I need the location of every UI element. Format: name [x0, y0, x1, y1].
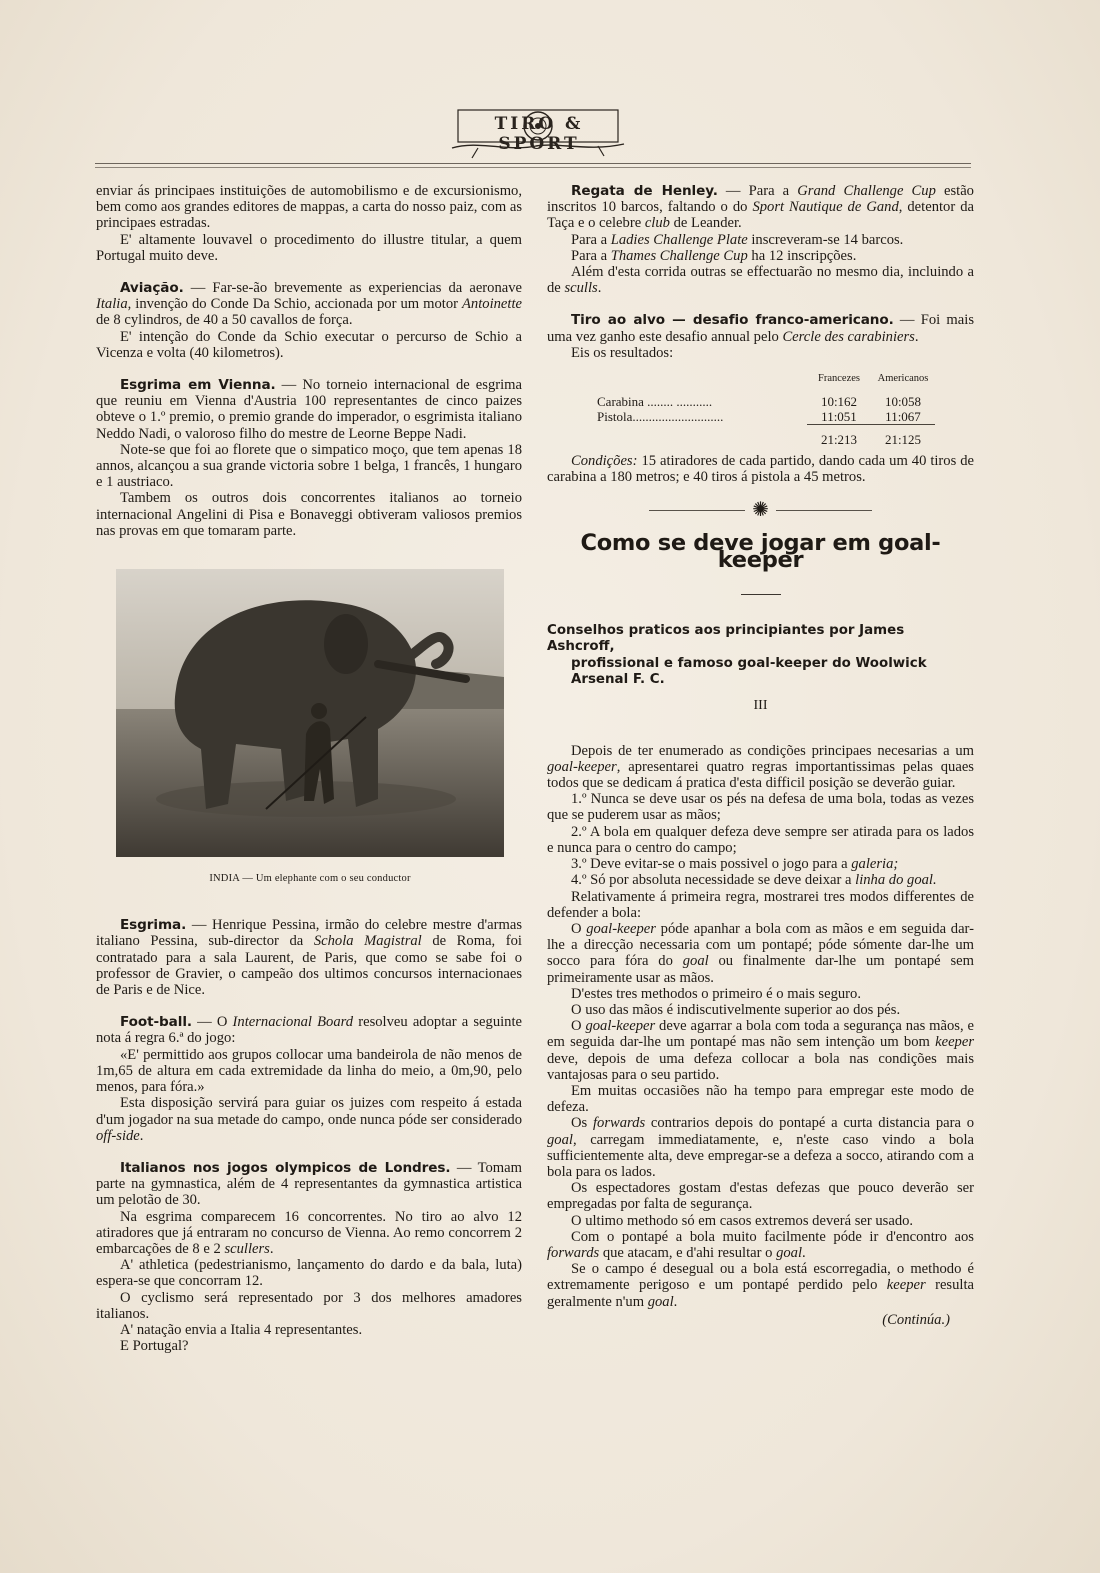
text-run: resolveu adoptar a seguinte nota á regra 6.ª do jogo:	[96, 1014, 523, 1047]
subtitle-line-2: profissional e famoso goal-keeper do Woolwick Arsenal F. C.	[571, 655, 927, 688]
results-label	[597, 394, 807, 409]
article-paragraph: Em muitas occasiões não ha tempo para empregar este modo de defeza.	[547, 1082, 974, 1116]
text-run: O	[571, 920, 587, 937]
article-paragraph: D'estes tres methodos o primeiro é o mais seguro.	[571, 985, 861, 1002]
results-header-empty	[597, 371, 807, 394]
text-run: .	[673, 1293, 678, 1310]
text-run: Se o campo é desegual ou a bola está escorregadia, o methodo é extremamente perigoso e um pontapé perdido pelo	[547, 1261, 974, 1294]
text-run: , detentor da Taça e o celebre	[547, 199, 974, 232]
masthead-logo	[448, 104, 628, 162]
text-run: resulta geralmente n'um	[547, 1277, 974, 1310]
text-run: ou finalmente dar-lhe um pontapé sem primeiramente usar as mãos.	[547, 953, 974, 986]
article-part-number: III	[753, 698, 768, 714]
text-run: estão inscritos 10 barcos, faltando o do	[547, 183, 974, 216]
aviacao-paragraph-2: E' intenção do Conde da Schio executar o percurso de Schio a Vicenza e volta (40 kilometros).	[96, 328, 522, 361]
football-paragraph-2: «E' permittido aos grupos collocar uma bandeirola de não menos de 1m,65 de altura em cada extremidade da linha do meio, a 0m,90, pelo menos, para fóra.»	[96, 1046, 522, 1096]
esgrima-vienna-section	[96, 377, 522, 539]
italic-run: Schola Magistral	[313, 933, 422, 950]
text-run: , carregam immediatamente, e, n'este caso vindo a bola sufficientemente alta, deve empregar-se a defeza a socco, atirando com a bola para os lados.	[547, 1131, 974, 1180]
italianos-paragraph-2	[96, 1209, 522, 1258]
italic-run: goal-keeper	[585, 1018, 656, 1035]
header-rule-secondary	[95, 167, 971, 168]
results-grid	[597, 371, 935, 447]
italic-run: sculls	[564, 280, 598, 297]
italic-run: goal-keeper	[586, 920, 656, 937]
italic-run: Thames Challenge Cup	[610, 247, 748, 264]
aviacao-heading: Aviação.	[120, 280, 184, 297]
photo-caption: INDIA — Um elephante com o seu conductor	[209, 873, 411, 885]
italianos-section	[96, 1160, 522, 1354]
football-paragraph-3	[96, 1095, 522, 1144]
esgrima-vienna-paragraph-1	[96, 377, 522, 442]
italic-run: Cercle des carabiniers	[782, 328, 915, 345]
text-run: Para a	[571, 231, 611, 248]
results-label	[597, 409, 807, 425]
text-run: Os	[571, 1115, 593, 1132]
text-run: .	[802, 1244, 806, 1261]
text-run: 15 atiradores de cada partido, dando cada um 40 tiros de carabina a 180 metros; e 40 tiros á pistola a 45 metros.	[547, 453, 974, 486]
results-value-americanos: 11:067	[885, 409, 921, 425]
leader-dots: ........ ...........	[643, 394, 713, 410]
text-run: ha 12 inscripções.	[747, 247, 857, 264]
continua-note: (Continúa.)	[882, 1311, 950, 1328]
aviacao-paragraph-1	[96, 280, 522, 329]
text-run: , invenção do Conde Da Schio, accionada por um motor	[127, 296, 463, 313]
text-run: de 8 cylindros, de 40 a 50 cavallos de força.	[96, 312, 353, 329]
italic-run: goal-keeper	[547, 758, 617, 775]
text-run: Com o pontapé a bola muito facilmente póde ir d'encontro aos	[571, 1228, 974, 1245]
italic-run: goal	[647, 1293, 674, 1310]
article-rule-4	[547, 872, 974, 888]
subtitle-line-1: Conselhos praticos aos principiantes por James Ashcroff,	[547, 622, 905, 655]
text-run: — Henrique Pessina, irmão do celebre mestre d'armas italiano Pessina, sub-director da	[96, 917, 522, 950]
results-row-pistola	[597, 409, 935, 425]
row-label: Carabina	[597, 394, 644, 410]
results-total-francezes: 21:213	[807, 425, 871, 448]
photo-figure	[116, 569, 504, 887]
esgrima-section	[96, 917, 522, 998]
results-total-americanos: 21:125	[871, 425, 935, 448]
text-run: , apresentarei quatro regras importantissimas pelas quaes todos que se dedicam á pratica d'esta difficil posição se deverão guiar.	[547, 758, 974, 792]
divider-line-right	[776, 510, 872, 511]
henley-paragraph-4	[547, 264, 974, 296]
tiro-paragraph-1	[547, 312, 974, 344]
intro-paragraph-2: E' altamente louvavel o procedimento do illustre titular, a quem Portugal muito deve.	[96, 231, 522, 264]
masthead-title: TIRO & SPORT	[494, 114, 584, 154]
italic-run: club	[644, 215, 670, 232]
italic-run: goal	[682, 953, 709, 970]
article-title: Como se deve jogar em goal-keeper	[580, 530, 941, 573]
results-header-americanos: Americanos	[877, 373, 929, 385]
results-header-row	[597, 371, 935, 394]
text-run: póde apanhar a bola com as mãos e em seguida dar-lhe a direcção necessaria com um pontapé; póde sómente dar-lhe um socco para fóra do	[547, 920, 974, 970]
italianos-paragraph-4: O cyclismo será representado por 3 dos melhores amadores italianos.	[96, 1289, 522, 1322]
text-run: que atacam, e d'ahi resultar o	[599, 1244, 777, 1261]
esgrima-heading: Esgrima.	[120, 917, 187, 934]
text-run: .	[269, 1240, 274, 1257]
article-body	[547, 743, 974, 1328]
italianos-heading: Italianos nos jogos olympicos de Londres.	[120, 1159, 451, 1176]
italic-run: galeria;	[851, 856, 899, 873]
text-run: deve agarrar a bola com toda a segurança nas mãos, e em seguida dar-lhe um pontapé mas não sem intenção um bom	[547, 1018, 974, 1051]
text-run: de Roma, foi contratado para a sala Laurent, de Paris, que como se sabe foi o professor de Gravier, o campeão dos ultimos concursos internacionaes de Paris e de Nice.	[96, 933, 522, 999]
italic-run: Ladies Challenge Plate	[610, 231, 748, 248]
article-paragraph	[547, 1018, 974, 1083]
italic-run: Internacional Board	[232, 1014, 354, 1031]
italianos-paragraph-1	[96, 1160, 522, 1209]
text-run: Além d'esta corrida outras se effectuarão no mesmo dia, incluindo a de	[547, 264, 974, 297]
italic-run: Sport Nautique de Gand	[752, 199, 899, 216]
results-total-empty	[597, 425, 807, 448]
italic-run: forwards	[592, 1115, 646, 1132]
article-paragraph: Os espectadores gostam d'estas defezas que pouco deverão ser empregadas por falta de segurança.	[547, 1180, 974, 1213]
italic-run: off-side	[96, 1127, 140, 1144]
article-paragraph: O uso das mãos é indiscutivelmente superior ao dos pés.	[571, 1001, 901, 1018]
results-row-total	[597, 425, 935, 448]
italic-run: Grand Challenge Cup	[797, 183, 936, 199]
football-section	[96, 1014, 522, 1144]
italianos-paragraph-6: E Portugal?	[120, 1338, 189, 1355]
italic-run: Condições:	[571, 453, 638, 470]
leader-dots: ............................	[632, 409, 724, 425]
italic-run: Italia	[96, 296, 128, 313]
italic-run: keeper	[886, 1277, 926, 1294]
left-column	[96, 183, 522, 1354]
italianos-paragraph-3: A' athletica (pedestrianismo, lançamento do dardo e da bala, luta) espera-se que concorram 12.	[96, 1257, 522, 1290]
tiro-heading: Tiro ao alvo — desafio franco-americano.	[571, 312, 894, 329]
text-run: O	[571, 1018, 586, 1035]
text-run: Depois de ter enumerado as condições principaes necesarias a um	[571, 742, 974, 759]
text-run: Esta disposição servirá para guiar os juizes com respeito á estada d'um jogador na sua metade do campo, onde nunca póde ser considerado	[96, 1095, 522, 1128]
divider-line-left	[649, 510, 745, 511]
tiro-section	[547, 312, 974, 485]
results-value-americanos: 10:058	[884, 394, 922, 410]
italic-run: linha do goal.	[855, 872, 937, 889]
text-run: 4.º Só por absoluta necessidade se deve deixar a	[571, 872, 856, 889]
text-run: Para a	[571, 247, 611, 264]
henley-paragraph-3	[547, 248, 974, 264]
article-paragraph	[547, 1229, 974, 1261]
text-run: inscreveram-se 14 barcos.	[747, 231, 904, 248]
italianos-paragraph-5: A' natação envia a Italia 4 representantes.	[120, 1321, 363, 1338]
text-run: Na esgrima comparecem 16 concorrentes. No tiro ao alvo 12 atiradores que já entraram no concurso de Vienna. Ao remo concorrem 2 embarcações de 8 e 2	[96, 1208, 522, 1257]
italic-run: keeper	[935, 1034, 974, 1051]
text-run: .	[597, 280, 602, 297]
intro-paragraph-1: enviar ás principaes instituições de automobilismo e de excursionismo, bem como aos grandes editores de mappas, a carta do nosso paiz, com as principaes estradas.	[96, 183, 522, 232]
text-run: 3.º Deve evitar-se o mais possivel o jogo para a	[571, 856, 852, 873]
text-run: — Tomam parte na gymnastica, além de 4 representantes da gymnastica artistica um pelotão de 30.	[96, 1159, 522, 1209]
section-divider	[547, 499, 974, 521]
italic-run: goal	[776, 1244, 803, 1261]
text-run: — O	[191, 1014, 233, 1031]
tiro-paragraph-2: Eis os resultados:	[571, 344, 674, 361]
esgrima-vienna-heading: Esgrima em Vienna.	[120, 377, 276, 394]
article-rule-2: 2.º A bola em qualquer defeza deve sempre ser atirada para os lados e nunca para o centro do campo;	[547, 823, 974, 856]
italic-run: Antoinette	[462, 296, 522, 313]
henley-paragraph-2	[547, 232, 974, 248]
italic-run: forwards	[547, 1244, 600, 1261]
article-paragraph	[547, 1261, 974, 1310]
text-run: deve, depois de uma defeza collocar a bola nas condições mais vantajosas para o seu partido.	[547, 1050, 974, 1083]
text-run: .	[139, 1127, 144, 1144]
header-rule	[95, 163, 971, 164]
text-run: contrarios depois do pontapé a curta distancia para o	[645, 1115, 974, 1132]
article-paragraph	[547, 743, 974, 792]
results-value-francezes: 10:162	[820, 394, 858, 410]
text-run: .	[914, 328, 919, 345]
henley-paragraph-1	[547, 183, 974, 232]
article-subtitle	[547, 623, 974, 689]
text-run: — Foi mais uma vez ganho este desafio annual pelo	[547, 312, 974, 345]
results-table	[547, 371, 974, 447]
aviacao-section	[96, 280, 522, 361]
elephant-photo	[116, 569, 504, 857]
article-paragraph: O ultimo methodo só em casos extremos deverá ser usado.	[571, 1212, 914, 1229]
text-run: de Leander.	[669, 215, 742, 232]
elephant-illustration	[116, 569, 504, 857]
text-run: — Far-se-ão brevemente as experiencias da aeronave	[183, 280, 522, 297]
right-column	[547, 183, 974, 1328]
italic-run: goal	[547, 1131, 573, 1148]
row-label: Pistola	[597, 409, 633, 425]
italic-run: scullers	[224, 1240, 270, 1257]
results-row-carabina	[597, 394, 935, 409]
esgrima-paragraph-1	[96, 917, 522, 998]
tiro-condicoes	[547, 453, 974, 485]
article-paragraph	[547, 921, 974, 986]
text-run: — No torneio internacional de esgrima que reuniu em Vienna d'Austria 100 representantes de cinco paizes obteve o 1.º premio, o premio grande do imperador, o esgrimista italiano Neddo Nadi, o valoroso filho do mestre de Leorne Beppe Nadi.	[96, 377, 522, 442]
text-run: — Para a	[717, 183, 798, 199]
henley-heading: Regata de Henley.	[571, 183, 718, 199]
article-paragraph: Relativamente á primeira regra, mostrarei tres modos differentes de defender a bola:	[547, 888, 974, 921]
esgrima-vienna-paragraph-2: Note-se que foi ao florete que o simpatico moço, que tem apenas 18 annos, alcançou a sua grande victoria sobre 1 belga, 1 francês, 1 hungaro e 1 austriaco.	[96, 441, 522, 491]
esgrima-vienna-paragraph-3: Tambem os outros dois concorrentes italianos ao torneio internacional Angelini di Pisa e Bonaveggi obtiveram valiosos premios nas provas em que tomaram parte.	[96, 490, 522, 539]
football-heading: Foot-ball.	[120, 1014, 192, 1031]
title-rule	[741, 594, 781, 595]
asterism-icon: ✺	[752, 499, 769, 522]
football-paragraph-1	[96, 1014, 522, 1046]
article-paragraph	[547, 1115, 974, 1180]
henley-section	[547, 183, 974, 296]
article-rule-1: 1.º Nunca se deve usar os pés na defesa de uma bola, todas as vezes que se puderem usar as mãos;	[547, 791, 974, 824]
results-header-francezes: Francezes	[818, 373, 860, 385]
intro-section	[96, 183, 522, 264]
results-value-francezes: 11:051	[821, 409, 857, 425]
article-rule-3	[547, 856, 974, 872]
